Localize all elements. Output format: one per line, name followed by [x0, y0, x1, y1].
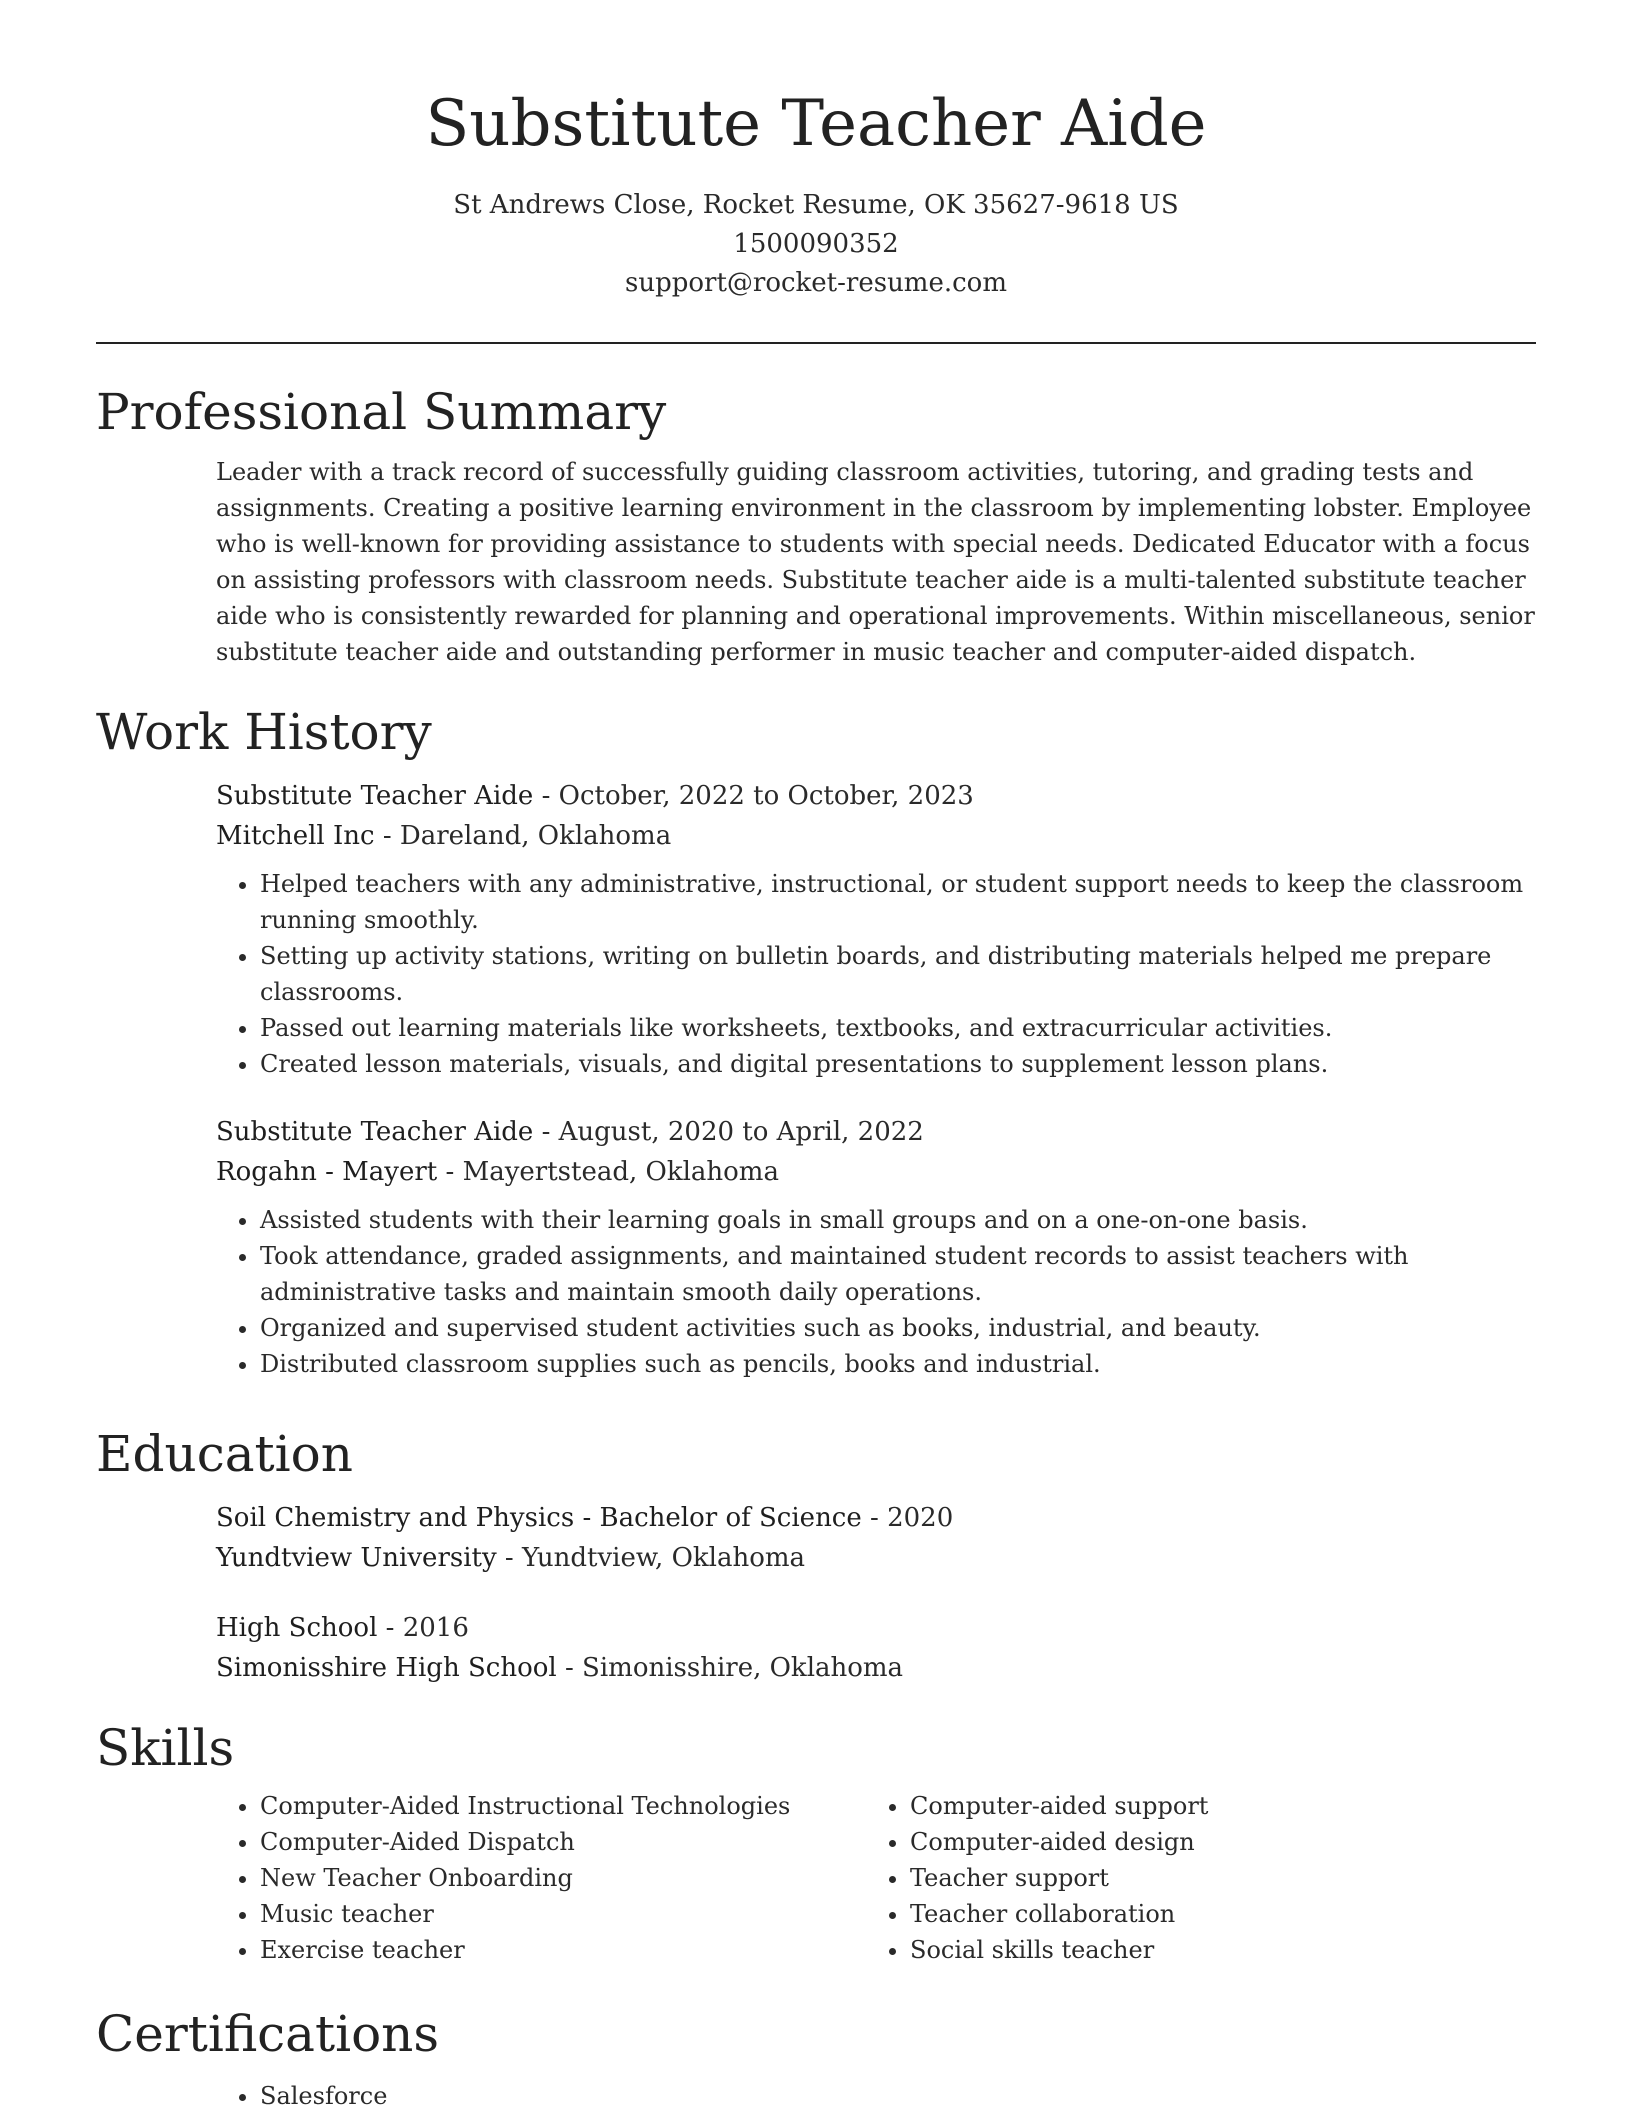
job-bullets — [216, 1202, 1536, 1382]
contact-phone: 1500090352 — [733, 229, 899, 259]
job-bullet: • Took attendance, graded assignments, and maintained student records to assist teachers with administrative tasks and maintain smooth daily operations. — [260, 1238, 1536, 1310]
skill-item: • Exercise teacher — [260, 1932, 866, 1968]
skills-list-left — [216, 1788, 866, 1968]
skill-item: • Teacher collaboration — [910, 1896, 1516, 1932]
work-history-section — [96, 702, 1536, 1382]
education-school-line — [216, 1648, 1536, 1688]
job-bullet: • Created lesson materials, visuals, and digital presentations to supplement lesson plans. — [260, 1046, 1536, 1082]
job-bullet: • Assisted students with their learning goals in small groups and on a one-on-one basis. — [260, 1202, 1536, 1238]
certifications-section — [96, 2004, 1536, 2114]
education-school: Simonisshire High School — [216, 1653, 557, 1683]
job-location: - Mayertstead, Oklahoma — [437, 1157, 779, 1187]
job-company: Rogahn - Mayert — [216, 1157, 438, 1187]
education-year: - 2020 — [861, 1503, 954, 1533]
job-role: Substitute Teacher Aide — [216, 1117, 534, 1147]
candidate-name: Substitute Teacher Aide — [425, 87, 1207, 161]
job-company: Mitchell Inc — [216, 821, 375, 851]
certifications-heading: Certifications — [96, 2005, 440, 2063]
job-dates: - October, 2022 to October, 2023 — [533, 781, 974, 811]
education-heading: Education — [96, 1425, 353, 1483]
summary-section — [96, 382, 1536, 670]
job-bullet: • Setting up activity stations, writing on bulletin boards, and distributing materials helped me prepare classrooms. — [260, 938, 1536, 1010]
job-bullet: • Passed out learning materials like worksheets, textbooks, and extracurricular activities. — [260, 1010, 1536, 1046]
work-history-heading: Work History — [96, 703, 432, 761]
summary-text: Leader with a track record of successfully guiding classroom activities, tutoring, and grading tests and assignments. Creating a positive learning environment in the classroom by implementing lobster. Employee who is well-known for providing assistance to students with special needs. Dedicated Educator with a focus on assisting professors with classroom needs. Substitute teacher aide is a multi-talented substitute teacher aide who is consistently rewarded for planning and operational improvements. Within miscellaneous, senior substitute teacher aide and outstanding performer in music teacher and computer-aided dispatch. — [216, 458, 1535, 666]
header-divider — [96, 342, 1536, 344]
skill-item: • Social skills teacher — [910, 1932, 1516, 1968]
skill-item: • Computer-aided support — [910, 1788, 1516, 1824]
skills-grid — [216, 1788, 1536, 1968]
skills-list-right — [866, 1788, 1516, 1968]
skill-item: • Teacher support — [910, 1860, 1516, 1896]
contact-address: St Andrews Close, Rocket Resume, OK 35627-9618 US — [453, 190, 1179, 220]
job-bullet: • Distributed classroom supplies such as pencils, books and industrial. — [260, 1346, 1536, 1382]
job-bullet: • Organized and supervised student activities such as books, industrial, and beauty. — [260, 1310, 1536, 1346]
education-location: - Yundtview, Oklahoma — [496, 1543, 806, 1573]
education-entry — [216, 1608, 1536, 1688]
job-entry — [216, 1112, 1536, 1382]
skill-item: • Computer-aided design — [910, 1824, 1516, 1860]
skills-section — [96, 1718, 1536, 1968]
skill-item: • New Teacher Onboarding — [260, 1860, 866, 1896]
education-location: - Simonisshire, Oklahoma — [556, 1653, 904, 1683]
job-title-line — [216, 1112, 1536, 1152]
job-role: Substitute Teacher Aide — [216, 781, 534, 811]
education-section — [96, 1424, 1536, 1688]
job-entry — [216, 776, 1536, 1082]
education-entry — [216, 1498, 1536, 1578]
education-degree: High School — [216, 1613, 378, 1643]
job-dates: - August, 2020 to April, 2022 — [533, 1117, 924, 1147]
certifications-list — [216, 2078, 1536, 2114]
education-school-line — [216, 1538, 1536, 1578]
job-company-line — [216, 1152, 1536, 1192]
certification-item: • Salesforce — [260, 2078, 1536, 2114]
education-year: - 2016 — [377, 1613, 469, 1643]
summary-heading: Professional Summary — [96, 383, 667, 441]
job-location: - Dareland, Oklahoma — [374, 821, 672, 851]
education-degree: Soil Chemistry and Physics - Bachelor of Science — [216, 1503, 862, 1533]
job-company-line — [216, 816, 1536, 856]
job-bullets — [216, 866, 1536, 1082]
skill-item: • Music teacher — [260, 1896, 866, 1932]
skill-item: • Computer-Aided Instructional Technologies — [260, 1788, 866, 1824]
job-title-line — [216, 776, 1536, 816]
skill-item: • Computer-Aided Dispatch — [260, 1824, 866, 1860]
education-school: Yundtview University — [216, 1543, 497, 1573]
resume-header — [96, 84, 1536, 303]
skills-heading: Skills — [96, 1719, 235, 1777]
education-degree-line — [216, 1608, 1536, 1648]
job-bullet: • Helped teachers with any administrative, instructional, or student support needs to keep the classroom running smoothly. — [260, 866, 1536, 938]
contact-email: support@rocket-resume.com — [624, 268, 1007, 298]
contact-block — [96, 186, 1536, 303]
education-degree-line — [216, 1498, 1536, 1538]
